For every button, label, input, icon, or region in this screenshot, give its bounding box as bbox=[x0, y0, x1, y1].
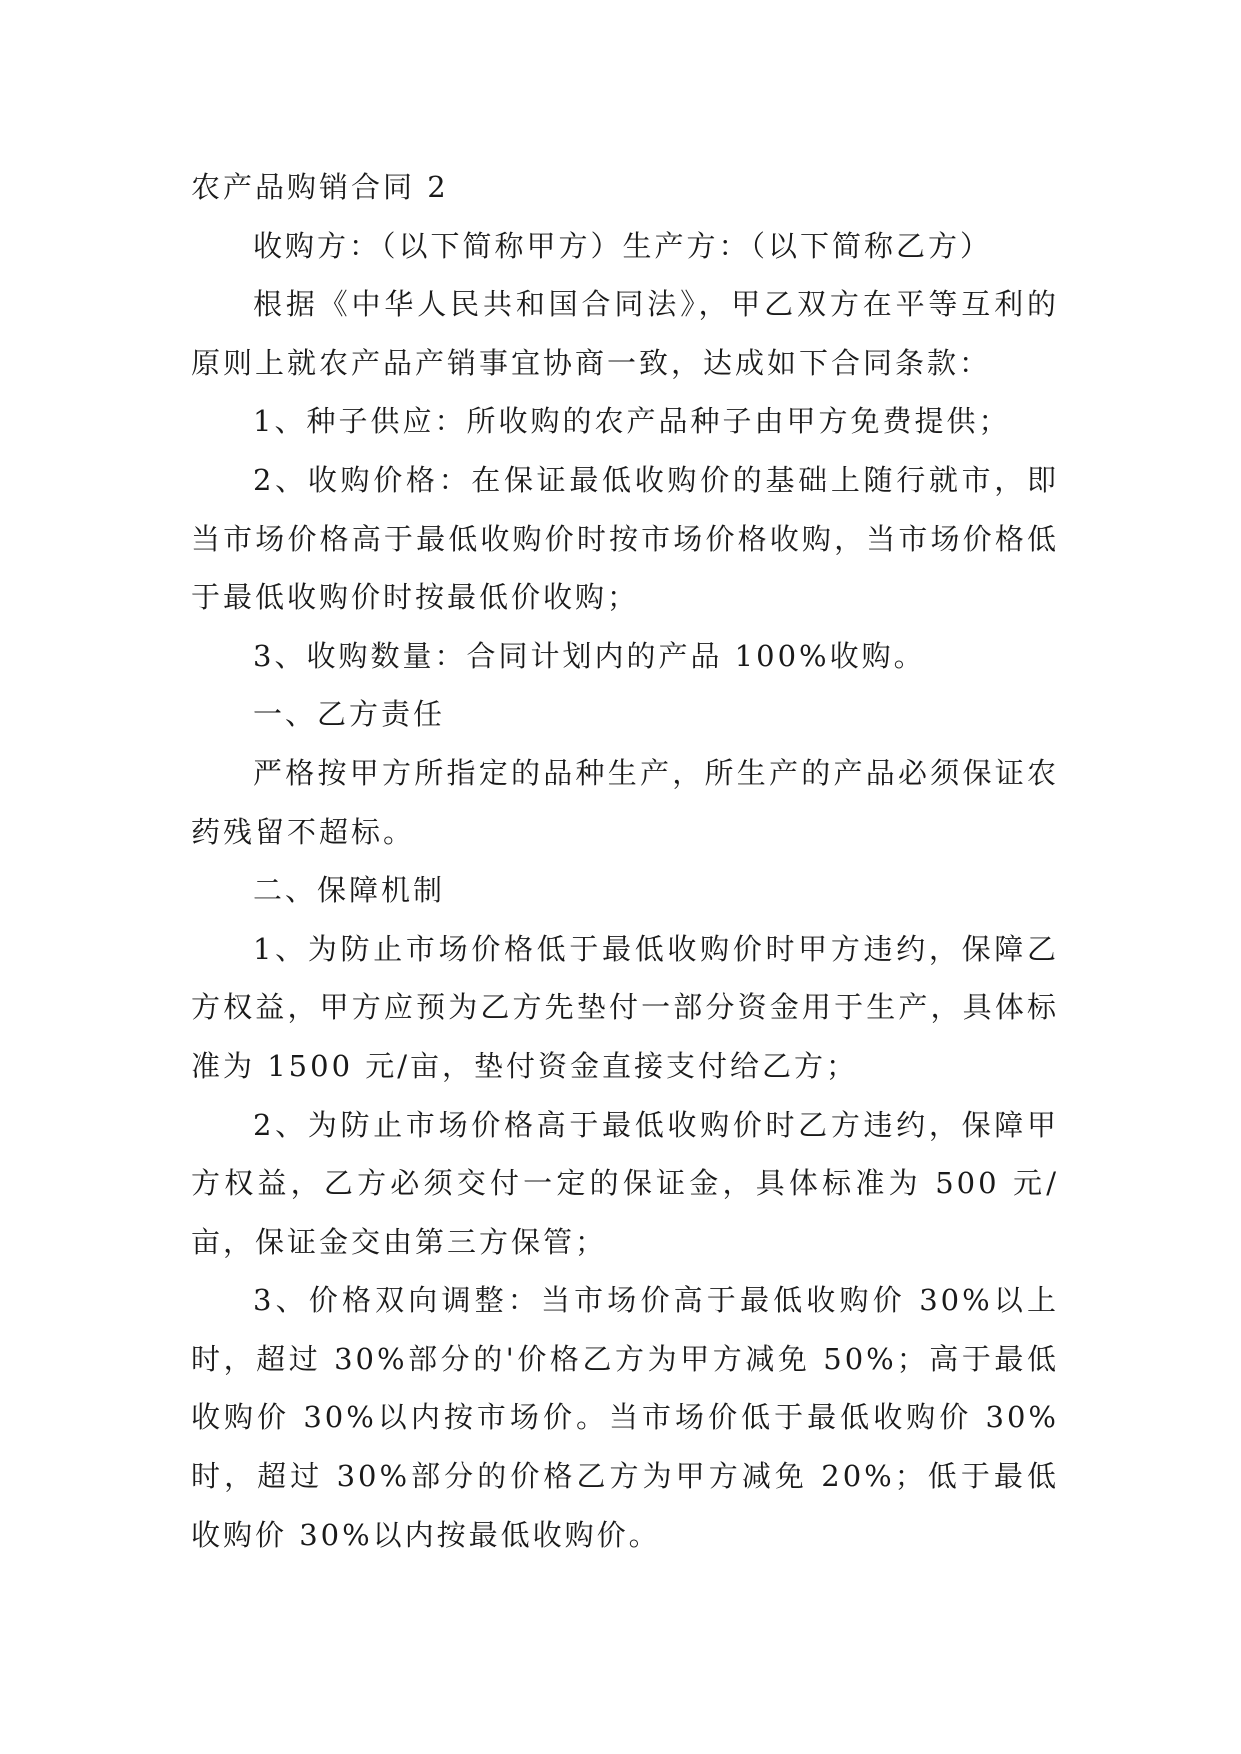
clause-purchase-price: 2、收购价格：在保证最低收购价的基础上随行就市，即当市场价格高于最低收购价时按市场价格收购，当市场价格低于最低收购价时按最低价收购； bbox=[191, 462, 1059, 615]
guarantee-clause-1: 1、为防止市场价格低于最低收购价时甲方违约，保障乙方权益，甲方应预为乙方先垫付一部分资金用于生产，具体标准为 1500 元/亩，垫付资金直接支付给乙方； bbox=[191, 931, 1059, 1083]
parties-paragraph: 收购方：（以下简称甲方）生产方：（以下简称乙方） bbox=[253, 228, 993, 263]
guarantee-clause-2: 2、为防止市场价格高于最低收购价时乙方违约，保障甲方权益，乙方必须交付一定的保证金，具体标准为 500 元/亩，保证金交由第三方保管； bbox=[191, 1107, 1059, 1259]
guarantee-clause-3: 3、价格双向调整：当市场价高于最低收购价 30%以上时，超过 30%部分的'价格乙方为甲方减免 50%；高于最低收购价 30%以内按市场价。当市场价低于最低收购价 30%时，超过 30%部分的价格乙方为甲方减免 20%；低于最低收购价 30%以内按最低收购价。 bbox=[191, 1283, 1059, 1552]
preamble-paragraph: 根据《中华人民共和国合同法》，甲乙双方在平等互利的原则上就农产品产销事宜协商一致，达成如下合同条款： bbox=[191, 287, 1059, 380]
section-heading-guarantee: 二、保障机制 bbox=[253, 873, 446, 908]
document-body bbox=[191, 158, 1059, 1564]
party-b-duties-paragraph: 严格按甲方所指定的品种生产，所生产的产品必须保证农药残留不超标。 bbox=[191, 755, 1059, 849]
clause-purchase-quantity: 3、收购数量：合同计划内的产品 100%收购。 bbox=[253, 638, 926, 673]
clause-seed-supply: 1、种子供应：所收购的农产品种子由甲方免费提供； bbox=[253, 404, 1011, 439]
document-title: 农产品购销合同 2 bbox=[191, 170, 449, 204]
section-heading-party-b-duties: 一、乙方责任 bbox=[253, 697, 446, 732]
